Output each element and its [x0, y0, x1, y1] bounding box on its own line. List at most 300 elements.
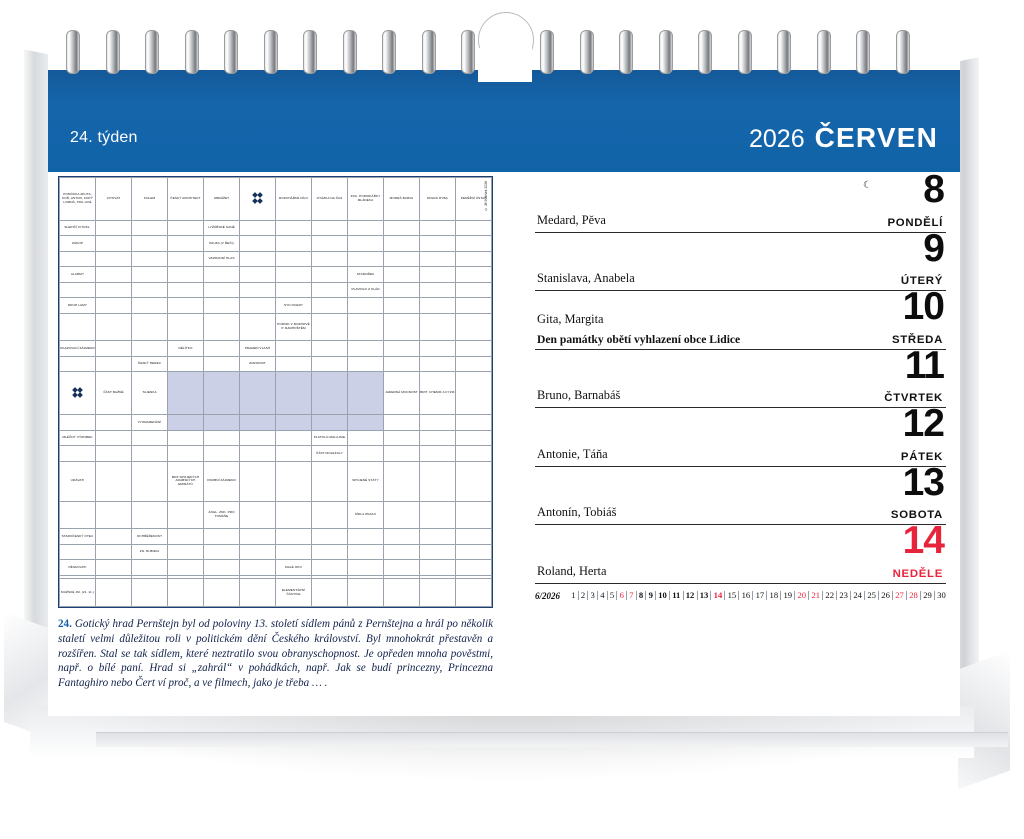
- crossword-empty-cell[interactable]: [96, 501, 132, 529]
- crossword-empty-cell[interactable]: [96, 544, 132, 560]
- crossword-empty-cell[interactable]: [420, 415, 456, 431]
- crossword-empty-cell[interactable]: [420, 560, 456, 576]
- crossword-empty-cell[interactable]: [204, 267, 240, 283]
- month-strip-day[interactable]: 4: [598, 591, 608, 600]
- crossword-clue-cell[interactable]: OTÁZKA NA ČAS: [312, 178, 348, 221]
- crossword-empty-cell[interactable]: [420, 236, 456, 252]
- crossword-empty-cell[interactable]: [240, 446, 276, 462]
- crossword-empty-cell[interactable]: [384, 341, 420, 357]
- crossword-empty-cell[interactable]: [456, 579, 492, 607]
- crossword-solution-cell[interactable]: [168, 372, 204, 415]
- crossword-empty-cell[interactable]: [348, 313, 384, 341]
- crossword-clue-cell[interactable]: SLEPIČÍ CITOSL.: [60, 220, 96, 236]
- crossword-empty-cell[interactable]: [60, 446, 96, 462]
- crossword-clue-cell[interactable]: LYŽÁŘSKÉ SANĚ: [204, 220, 240, 236]
- crossword-clue-cell[interactable]: SÍDLA ZNAKU: [348, 501, 384, 529]
- crossword-empty-cell[interactable]: [384, 415, 420, 431]
- month-strip-day[interactable]: 3: [588, 591, 598, 600]
- crossword-empty-cell[interactable]: [456, 298, 492, 314]
- crossword-empty-cell[interactable]: [276, 446, 312, 462]
- crossword-empty-cell[interactable]: [132, 461, 168, 501]
- crossword-empty-cell[interactable]: [168, 529, 204, 545]
- crossword-empty-cell[interactable]: [168, 313, 204, 341]
- crossword-empty-cell[interactable]: [132, 446, 168, 462]
- crossword-empty-cell[interactable]: [276, 220, 312, 236]
- day-number: 14: [902, 519, 944, 562]
- crossword-empty-cell[interactable]: [60, 415, 96, 431]
- crossword-empty-cell[interactable]: [132, 560, 168, 576]
- month-strip-day[interactable]: 5: [608, 591, 618, 600]
- crossword-empty-cell[interactable]: [132, 236, 168, 252]
- crossword-empty-cell[interactable]: [204, 446, 240, 462]
- crossword-empty-cell[interactable]: [276, 430, 312, 446]
- month-strip-day[interactable]: 13: [698, 591, 712, 600]
- crossword-empty-cell[interactable]: [60, 313, 96, 341]
- crossword-empty-cell[interactable]: [240, 282, 276, 298]
- crossword-empty-cell[interactable]: [312, 356, 348, 372]
- crossword-clue-cell[interactable]: OSOBNÍ ZÁJMENO: [204, 461, 240, 501]
- crossword-empty-cell[interactable]: [132, 341, 168, 357]
- crossword-empty-cell[interactable]: [240, 501, 276, 529]
- month-strip-day[interactable]: 6: [617, 591, 627, 600]
- crossword-clue-cell[interactable]: PLATOLO MALAJSIE: [312, 430, 348, 446]
- crossword-empty-cell[interactable]: [420, 544, 456, 560]
- crossword-clue-cell[interactable]: PRAMEN VLASŮ: [240, 341, 276, 357]
- crossword-row: [60, 220, 492, 236]
- crossword-empty-cell[interactable]: [312, 560, 348, 576]
- crossword-empty-cell[interactable]: [420, 341, 456, 357]
- crossword-empty-cell[interactable]: [348, 529, 384, 545]
- crossword-empty-cell[interactable]: [384, 251, 420, 267]
- crossword-clue-cell[interactable]: MPZ SPOJENÝCH ARABSKÝCH EMIRÁTŮ: [168, 461, 204, 501]
- crossword-empty-cell[interactable]: [420, 298, 456, 314]
- crossword-clue-cell[interactable]: BRIT. CHEMIK A FYZIK: [420, 372, 456, 415]
- crossword-clue-cell[interactable]: OCHŘÉŘENOST: [132, 529, 168, 545]
- crossword-empty-cell[interactable]: [276, 267, 312, 283]
- month-strip-day[interactable]: 29: [921, 591, 935, 600]
- crossword-clue-cell[interactable]: TAJENKA: [132, 372, 168, 415]
- crossword-empty-cell[interactable]: [276, 356, 312, 372]
- crossword-clue-cell[interactable]: PODNIK V ROZNOVĚ P. RADHOŠTĚM: [276, 313, 312, 341]
- crossword-empty-cell[interactable]: [420, 220, 456, 236]
- crossword-table[interactable]: [59, 177, 492, 607]
- month-strip-day[interactable]: 19: [781, 591, 795, 600]
- crossword-empty-cell[interactable]: [132, 251, 168, 267]
- crossword-solution-cell[interactable]: [240, 415, 276, 431]
- crossword-empty-cell[interactable]: [96, 282, 132, 298]
- crossword-empty-cell[interactable]: [456, 415, 492, 431]
- crossword-clue-cell[interactable]: SYN OCERY: [276, 298, 312, 314]
- crossword-marker-cell[interactable]: [60, 372, 96, 415]
- month-strip-day[interactable]: 9: [646, 591, 656, 600]
- crossword-empty-cell[interactable]: [420, 461, 456, 501]
- crossword-empty-cell[interactable]: [384, 461, 420, 501]
- crossword-clue-cell[interactable]: MUŽSKÉ JM. (21. 11.): [60, 579, 96, 607]
- crossword-empty-cell[interactable]: [204, 560, 240, 576]
- crossword-empty-cell[interactable]: [132, 579, 168, 607]
- crossword-empty-cell[interactable]: [168, 501, 204, 529]
- crossword-clue-cell[interactable]: PENĚŽNÍ ÚSTAV: [456, 178, 492, 221]
- crossword-empty-cell[interactable]: [348, 341, 384, 357]
- crossword-empty-cell[interactable]: [60, 544, 96, 560]
- crossword-empty-cell[interactable]: [456, 356, 492, 372]
- name-day-label: Antonie, Táňa: [537, 446, 608, 461]
- crossword-empty-cell[interactable]: [168, 298, 204, 314]
- crossword-marker-cell[interactable]: [240, 178, 276, 221]
- month-strip-day[interactable]: 20: [795, 591, 809, 600]
- crossword-clue-cell[interactable]: POMŮCKA AKUTA, KOŇ, ASTON, KOPÝ LOMNÁ, TRIL LIKÉ: [60, 178, 96, 221]
- crossword-empty-cell[interactable]: [96, 341, 132, 357]
- crossword-clue-cell[interactable]: VYZNAMENÁNÍ: [132, 415, 168, 431]
- crossword-empty-cell[interactable]: [276, 501, 312, 529]
- crossword-clue-cell[interactable]: DRAVÁ RYBA: [420, 178, 456, 221]
- crossword-empty-cell[interactable]: [132, 220, 168, 236]
- month-strip-day[interactable]: 16: [739, 591, 753, 600]
- crossword-clue-cell[interactable]: DĚLÍTKO: [168, 341, 204, 357]
- month-label: ČERVEN: [814, 122, 938, 153]
- crossword-empty-cell[interactable]: [96, 220, 132, 236]
- crossword-empty-cell[interactable]: [204, 282, 240, 298]
- crossword-empty-cell[interactable]: [168, 430, 204, 446]
- crossword-empty-cell[interactable]: [312, 501, 348, 529]
- crossword-empty-cell[interactable]: [420, 251, 456, 267]
- crossword-empty-cell[interactable]: [60, 282, 96, 298]
- caption-text: Gotický hrad Pernštejn byl od poloviny 13. století sídlem pánů z Pernštejna a hrál po několik staletí velmi důležitou roli v politickém dění Českého království. Byl mnohokrát přestavěn a rozšířen. Stal se tak sídlem, které neztratilo svou obranyschopnost. Je opředen mnoha pověstmi, např. o bílé paní. Hrad si „zahrál“ v pohádkách, např. Jak se budí princezny, Princezna Fantaghiro nebo Čert ví proč, a ve filmech, jako je třeba … .: [58, 618, 493, 689]
- month-strip-day[interactable]: 26: [879, 591, 893, 600]
- crossword-empty-cell[interactable]: [456, 560, 492, 576]
- crossword-empty-cell[interactable]: [204, 529, 240, 545]
- crossword-clue-cell[interactable]: KOLEM: [132, 178, 168, 221]
- crossword-clue-cell[interactable]: STAROŘEK: [348, 267, 384, 283]
- crossword-clue-cell[interactable]: VARHANNÍ HLAS: [204, 251, 240, 267]
- month-strip-day[interactable]: 1: [569, 591, 579, 600]
- crossword-empty-cell[interactable]: [384, 430, 420, 446]
- crossword-empty-cell[interactable]: [204, 341, 240, 357]
- crossword-empty-cell[interactable]: [384, 579, 420, 607]
- month-year-title: [749, 122, 938, 154]
- crossword-empty-cell[interactable]: [420, 267, 456, 283]
- crossword-row: [60, 251, 492, 267]
- day-row[interactable]: [535, 285, 946, 350]
- month-strip-day[interactable]: 14: [711, 591, 725, 600]
- crossword-empty-cell[interactable]: [276, 251, 312, 267]
- crossword-empty-cell[interactable]: [456, 313, 492, 341]
- crossword-clue-cell[interactable]: ZURODNIT: [240, 356, 276, 372]
- name-day-label: Roland, Herta: [537, 563, 607, 578]
- crossword-clue-cell[interactable]: CITOVAT: [96, 178, 132, 221]
- crossword-empty-cell[interactable]: [420, 356, 456, 372]
- crossword-empty-cell[interactable]: [96, 267, 132, 283]
- crossword-empty-cell[interactable]: [96, 461, 132, 501]
- crossword-clue-cell[interactable]: ČÁST BAŽNÉ: [96, 372, 132, 415]
- crossword-empty-cell[interactable]: [348, 560, 384, 576]
- crossword-clue-cell[interactable]: ČÁST MOLEKULY: [312, 446, 348, 462]
- crossword-empty-cell[interactable]: [96, 313, 132, 341]
- crossword-empty-cell[interactable]: [312, 313, 348, 341]
- crossword-empty-cell[interactable]: [204, 298, 240, 314]
- crossword-empty-cell[interactable]: [312, 282, 348, 298]
- crossword-empty-cell[interactable]: [96, 430, 132, 446]
- crossword-solution-cell[interactable]: [312, 372, 348, 415]
- crossword-empty-cell[interactable]: [312, 461, 348, 501]
- crossword-empty-cell[interactable]: [456, 251, 492, 267]
- month-strip-day[interactable]: 17: [753, 591, 767, 600]
- name-day-label: Antonín, Tobiáš: [537, 505, 617, 519]
- crossword-empty-cell[interactable]: [312, 251, 348, 267]
- month-strip-day[interactable]: 11: [670, 591, 684, 600]
- crossword-row: [60, 461, 492, 501]
- crossword-empty-cell[interactable]: [168, 544, 204, 560]
- crossword-empty-cell[interactable]: [348, 251, 384, 267]
- month-strip-day[interactable]: 10: [656, 591, 670, 600]
- crossword-empty-cell[interactable]: [168, 236, 204, 252]
- crossword-empty-cell[interactable]: [276, 544, 312, 560]
- crossword-solution-cell[interactable]: [348, 415, 384, 431]
- crossword-solution-cell[interactable]: [312, 415, 348, 431]
- crossword-clue-cell[interactable]: ZÁKOP: [60, 236, 96, 252]
- crossword-clue-cell[interactable]: SPOJENÉ STÁTY: [348, 461, 384, 501]
- spiral-ring: [343, 30, 357, 74]
- crossword-empty-cell[interactable]: [276, 529, 312, 545]
- crossword-clue-cell[interactable]: JADERNÁ MOCNOST: [384, 372, 420, 415]
- crossword-empty-cell[interactable]: [456, 341, 492, 357]
- crossword-empty-cell[interactable]: [348, 356, 384, 372]
- crossword-clue-cell[interactable]: MODRÁ BARVA: [384, 178, 420, 221]
- crossword-empty-cell[interactable]: [240, 529, 276, 545]
- day-row[interactable]: [535, 168, 946, 233]
- crossword-empty-cell[interactable]: [456, 372, 492, 415]
- crossword-empty-cell[interactable]: [240, 560, 276, 576]
- crossword-empty-cell[interactable]: [168, 356, 204, 372]
- month-strip-day[interactable]: 24: [851, 591, 865, 600]
- crossword-clue-cell[interactable]: PĚSKOVATI: [60, 560, 96, 576]
- crossword-clue-cell[interactable]: UDÁVATI: [60, 461, 96, 501]
- crossword-empty-cell[interactable]: [384, 529, 420, 545]
- crossword-empty-cell[interactable]: [456, 430, 492, 446]
- crossword-empty-cell[interactable]: [132, 501, 168, 529]
- month-strip-day[interactable]: 8: [637, 591, 647, 600]
- crossword-row: [60, 529, 492, 545]
- crossword-empty-cell[interactable]: [96, 446, 132, 462]
- crossword-empty-cell[interactable]: [204, 313, 240, 341]
- crossword-empty-cell[interactable]: [204, 579, 240, 607]
- crossword-clue-cell[interactable]: PAUZA (V ŘEČI): [204, 236, 240, 252]
- crossword-empty-cell[interactable]: [240, 430, 276, 446]
- crossword-clue-cell[interactable]: STAROČESKÝ OTEC: [60, 529, 96, 545]
- day-row[interactable]: [535, 343, 946, 409]
- crossword-empty-cell[interactable]: [276, 282, 312, 298]
- crossword-empty-cell[interactable]: [384, 282, 420, 298]
- crossword-empty-cell[interactable]: [384, 313, 420, 341]
- spiral-ring: [382, 30, 396, 74]
- crossword-clue-cell[interactable]: DRUH LAMY: [60, 298, 96, 314]
- crossword-empty-cell[interactable]: [384, 446, 420, 462]
- month-strip-day[interactable]: 18: [767, 591, 781, 600]
- spiral-ring: [659, 30, 673, 74]
- crossword-empty-cell[interactable]: [312, 579, 348, 607]
- crossword-empty-cell[interactable]: [384, 298, 420, 314]
- crossword-empty-cell[interactable]: [420, 282, 456, 298]
- crossword-empty-cell[interactable]: [240, 313, 276, 341]
- crossword-empty-cell[interactable]: [276, 341, 312, 357]
- crossword-empty-cell[interactable]: [96, 579, 132, 607]
- crossword-empty-cell[interactable]: [204, 356, 240, 372]
- crossword-clue-cell[interactable]: ČESKÝ HEREC: [132, 356, 168, 372]
- crossword-empty-cell[interactable]: [348, 579, 384, 607]
- crossword-empty-cell[interactable]: [456, 529, 492, 545]
- crossword-empty-cell[interactable]: [60, 356, 96, 372]
- calendar-header: [48, 104, 960, 172]
- crossword-empty-cell[interactable]: [132, 313, 168, 341]
- crossword-empty-cell[interactable]: [168, 560, 204, 576]
- day-row[interactable]: [535, 402, 946, 467]
- crossword-solution-cell[interactable]: [240, 372, 276, 415]
- crossword-empty-cell[interactable]: [132, 282, 168, 298]
- crossword-empty-cell[interactable]: [96, 529, 132, 545]
- crossword-empty-cell[interactable]: [240, 267, 276, 283]
- crossword-clue-cell[interactable]: MLÉČNÝ VÝROBEK: [60, 430, 96, 446]
- crossword-empty-cell[interactable]: [456, 236, 492, 252]
- crossword-grid[interactable]: [58, 176, 493, 608]
- crossword-empty-cell[interactable]: [96, 251, 132, 267]
- month-strip-day[interactable]: 25: [865, 591, 879, 600]
- crossword-empty-cell[interactable]: [384, 267, 420, 283]
- crossword-empty-cell[interactable]: [456, 461, 492, 501]
- crossword-solution-cell[interactable]: [276, 372, 312, 415]
- crossword-empty-cell[interactable]: [312, 529, 348, 545]
- crossword-clue-cell[interactable]: PLAVIDLO Z KLÁD: [348, 282, 384, 298]
- month-strip-day[interactable]: 21: [809, 591, 823, 600]
- crossword-empty-cell[interactable]: [204, 430, 240, 446]
- spiral-ring: [896, 30, 910, 74]
- crossword-empty-cell[interactable]: [420, 529, 456, 545]
- crossword-clue-cell[interactable]: OBRÁŽET: [204, 178, 240, 221]
- crossword-empty-cell[interactable]: [132, 298, 168, 314]
- crossword-empty-cell[interactable]: [456, 501, 492, 529]
- crossword-empty-cell[interactable]: [420, 501, 456, 529]
- crossword-empty-cell[interactable]: [384, 560, 420, 576]
- crossword-empty-cell[interactable]: [348, 220, 384, 236]
- crossword-clue-cell[interactable]: ANGL. ZNK. PRO TOMÁŠE: [204, 501, 240, 529]
- crossword-empty-cell[interactable]: [348, 430, 384, 446]
- crossword-empty-cell[interactable]: [384, 236, 420, 252]
- crossword-empty-cell[interactable]: [240, 298, 276, 314]
- crossword-empty-cell[interactable]: [384, 220, 420, 236]
- crossword-empty-cell[interactable]: [240, 236, 276, 252]
- day-row[interactable]: [535, 460, 946, 526]
- crossword-clue-cell[interactable]: ELEMENTÁRNÍ ČÁSTICE: [276, 579, 312, 607]
- crossword-empty-cell[interactable]: [168, 446, 204, 462]
- day-row[interactable]: [535, 519, 946, 584]
- month-day-strip[interactable]: [535, 591, 946, 601]
- crossword-empty-cell[interactable]: [96, 236, 132, 252]
- year-label: 2026: [748, 125, 805, 153]
- crossword-empty-cell[interactable]: [312, 341, 348, 357]
- crossword-empty-cell[interactable]: [168, 579, 204, 607]
- crossword-clue-cell[interactable]: ALARMY: [60, 267, 96, 283]
- crossword-empty-cell[interactable]: [348, 446, 384, 462]
- crossword-empty-cell[interactable]: [60, 501, 96, 529]
- crossword-empty-cell[interactable]: [456, 267, 492, 283]
- crossword-clue-cell[interactable]: INIC. PODNIKÁŘKY MLÁDEKA: [348, 178, 384, 221]
- crossword-empty-cell[interactable]: [420, 430, 456, 446]
- crossword-empty-cell[interactable]: [96, 415, 132, 431]
- crossword-empty-cell[interactable]: [384, 544, 420, 560]
- day-row[interactable]: [535, 226, 946, 292]
- crossword-empty-cell[interactable]: [384, 356, 420, 372]
- crossword-empty-cell[interactable]: [60, 251, 96, 267]
- crossword-solution-cell[interactable]: [276, 415, 312, 431]
- crossword-solution-cell[interactable]: [348, 372, 384, 415]
- crossword-empty-cell[interactable]: [456, 282, 492, 298]
- spiral-ring: [303, 30, 317, 74]
- crossword-empty-cell[interactable]: [168, 251, 204, 267]
- crossword-empty-cell[interactable]: [240, 461, 276, 501]
- crossword-empty-cell[interactable]: [312, 236, 348, 252]
- crossword-empty-cell[interactable]: [276, 236, 312, 252]
- month-strip-day[interactable]: 2: [579, 591, 589, 600]
- crossword-empty-cell[interactable]: [348, 236, 384, 252]
- month-strip-day[interactable]: 22: [823, 591, 837, 600]
- crossword-empty-cell[interactable]: [420, 579, 456, 607]
- crossword-empty-cell[interactable]: [456, 446, 492, 462]
- crossword-clue-cell[interactable]: MALÉ OKO: [276, 560, 312, 576]
- crossword-empty-cell[interactable]: [132, 267, 168, 283]
- crossword-empty-cell[interactable]: [96, 560, 132, 576]
- spiral-ring: [224, 30, 238, 74]
- crossword-empty-cell[interactable]: [312, 267, 348, 283]
- crossword-clue-cell[interactable]: UKAZOVACÍ ZÁJMENO: [60, 341, 96, 357]
- crossword-empty-cell[interactable]: [312, 544, 348, 560]
- crossword-empty-cell[interactable]: [420, 446, 456, 462]
- crossword-empty-cell[interactable]: [240, 544, 276, 560]
- day-number: 11: [904, 343, 944, 387]
- crossword-empty-cell[interactable]: [168, 220, 204, 236]
- crossword-empty-cell[interactable]: [276, 461, 312, 501]
- crossword-empty-cell[interactable]: [384, 501, 420, 529]
- crossword-empty-cell[interactable]: [312, 220, 348, 236]
- crossword-empty-cell[interactable]: [420, 313, 456, 341]
- crossword-empty-cell[interactable]: [240, 579, 276, 607]
- month-strip-day[interactable]: 30: [937, 590, 946, 601]
- month-strip-day[interactable]: 28: [907, 591, 921, 600]
- crossword-empty-cell[interactable]: [240, 220, 276, 236]
- month-strip-day[interactable]: 12: [684, 591, 698, 600]
- crossword-empty-cell[interactable]: [312, 298, 348, 314]
- crossword-clue-cell[interactable]: ROZCHÁŘKÉ DÍLO: [276, 178, 312, 221]
- month-strip-day[interactable]: 15: [725, 591, 739, 600]
- crossword-solution-cell[interactable]: [204, 415, 240, 431]
- month-strip-day[interactable]: 7: [627, 591, 637, 600]
- crossword-empty-cell[interactable]: [168, 282, 204, 298]
- month-strip-day[interactable]: 23: [837, 591, 851, 600]
- crossword-solution-cell[interactable]: [204, 372, 240, 415]
- crossword-empty-cell[interactable]: [348, 298, 384, 314]
- crossword-empty-cell[interactable]: [96, 356, 132, 372]
- crossword-empty-cell[interactable]: [204, 544, 240, 560]
- crossword-solution-cell[interactable]: [168, 415, 204, 431]
- crossword-empty-cell[interactable]: [168, 267, 204, 283]
- crossword-empty-cell[interactable]: [456, 220, 492, 236]
- crossword-empty-cell[interactable]: [132, 430, 168, 446]
- month-strip-day[interactable]: 27: [893, 591, 907, 600]
- crossword-empty-cell[interactable]: [456, 544, 492, 560]
- crossword-empty-cell[interactable]: [348, 544, 384, 560]
- crossword-clue-cell[interactable]: ČESKÝ ARCHITEKT: [168, 178, 204, 221]
- crossword-clue-cell[interactable]: ZN. RUBIDIA: [132, 544, 168, 560]
- crossword-empty-cell[interactable]: [96, 298, 132, 314]
- crossword-empty-cell[interactable]: [240, 251, 276, 267]
